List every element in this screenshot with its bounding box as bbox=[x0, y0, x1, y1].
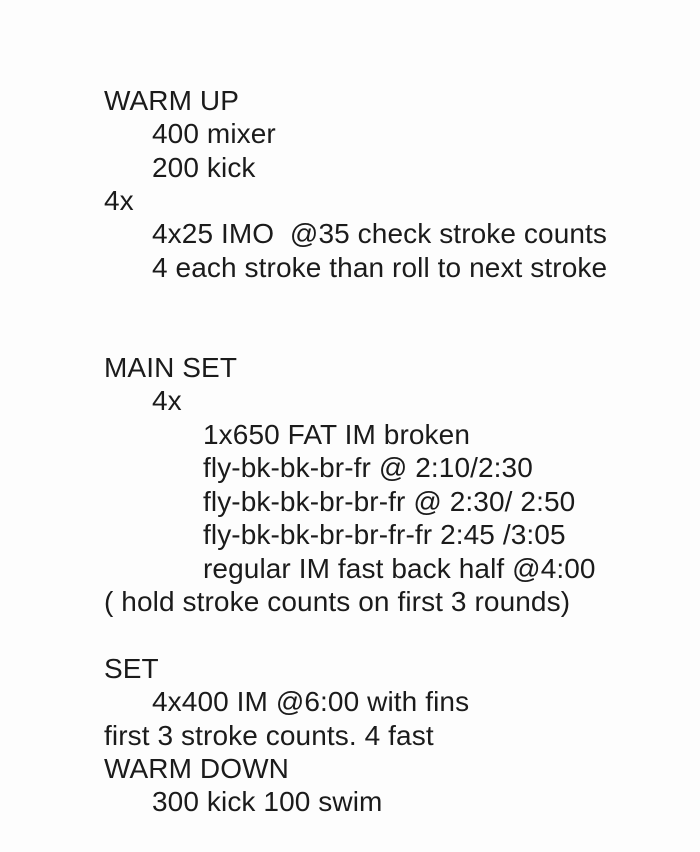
workout-line: 400 mixer bbox=[152, 118, 276, 150]
workout-line: 4x400 IM @6:00 with fins bbox=[152, 686, 470, 718]
workout-line: fly-bk-bk-br-fr @ 2:10/2:30 bbox=[203, 452, 533, 484]
workout-line: 4x bbox=[152, 385, 182, 417]
section-heading: MAIN SET bbox=[104, 352, 238, 384]
workout-line: fly-bk-bk-br-br-fr-fr 2:45 /3:05 bbox=[203, 519, 566, 551]
workout-line: first 3 stroke counts. 4 fast bbox=[104, 719, 434, 751]
workout-line: regular IM fast back half @4:00 bbox=[203, 552, 596, 584]
workout-line: 4x bbox=[104, 185, 134, 217]
blank-line bbox=[104, 618, 690, 651]
section-heading: WARM DOWN bbox=[104, 752, 289, 784]
workout-line: 4 each stroke than roll to next stroke bbox=[152, 251, 608, 283]
blank-line bbox=[104, 318, 690, 351]
workout-line: 300 kick 100 swim bbox=[152, 786, 383, 818]
workout-line: fly-bk-bk-br-br-fr @ 2:30/ 2:50 bbox=[203, 485, 576, 517]
section-heading: WARM UP bbox=[104, 84, 239, 116]
workout-line: 1x650 FAT IM broken bbox=[203, 418, 470, 450]
workout-line: ( hold stroke counts on first 3 rounds) bbox=[104, 585, 571, 617]
section-heading: SET bbox=[104, 652, 159, 684]
workout-line: 4x25 IMO @35 check stroke counts bbox=[152, 218, 608, 250]
blank-line bbox=[104, 284, 690, 317]
workout-lines bbox=[104, 84, 690, 819]
workout-line: 200 kick bbox=[152, 151, 256, 183]
